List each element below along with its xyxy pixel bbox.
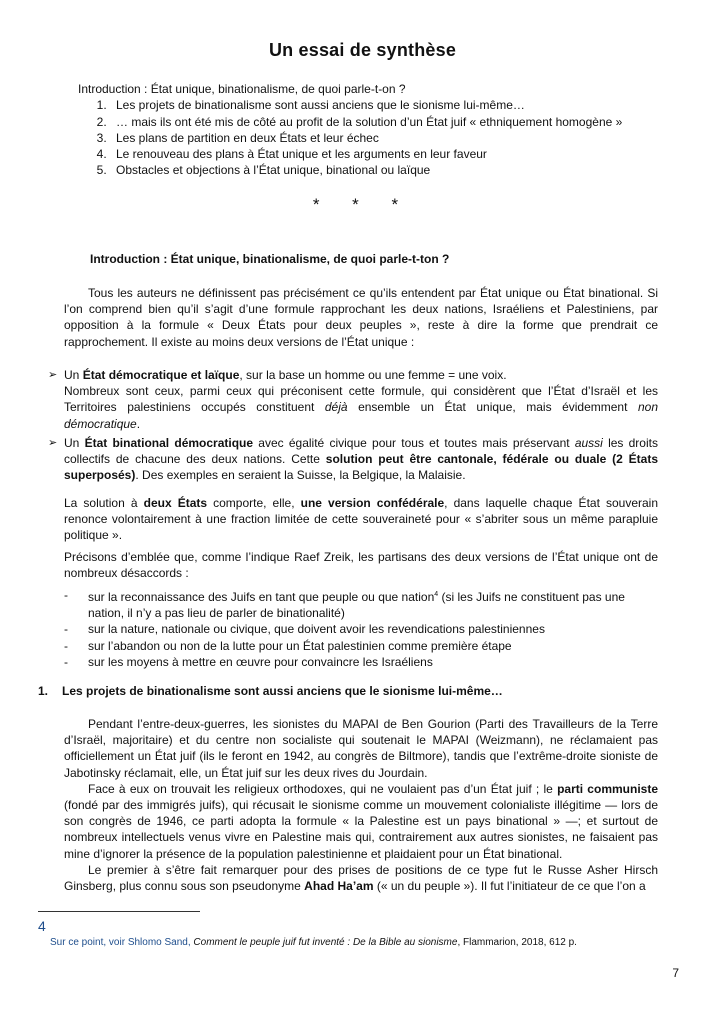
ginsberg-paragraph <box>64 862 658 894</box>
toc-intro: Introduction : État unique, binationalisme, de quoi parle-t-on ? <box>78 82 406 96</box>
toc-list <box>78 97 678 178</box>
intro-paragraph: Tous les auteurs ne définissent pas précisément ce qu’ils entendent par État unique ou État binational. Si l’on comprend bien qu’il s’agit d’une formule rapprochant les deux nations, Israéliens et Palestiniens, par opposition à la formule « Deux États pour deux peuples », reste à dire la forme que prendrait ce rapprochement. Il existe au moins deux versions de l’État unique : <box>64 286 658 349</box>
page-title: Un essai de synthèse <box>268 40 457 60</box>
bold-text: parti communiste <box>557 781 658 796</box>
list-item <box>50 435 658 484</box>
orthodox-paragraph <box>64 781 658 862</box>
text: . Des exemples en seraient la Suisse, la Belgique, la Malaisie. <box>135 468 466 483</box>
text: sur les moyens à mettre en œuvre pour convaincre les Israéliens <box>88 654 433 669</box>
bold-text: une version confédérale <box>300 496 445 510</box>
text: Face à eux on trouvait les religieux orthodoxes, qui ne voulaient pas d’un État juif ; le <box>88 781 558 796</box>
text: sur la reconnaissance des Juifs en tant que peuple ou que nation <box>88 590 435 604</box>
toc-item: 4. Le renouveau des plans à État unique et les arguments en leur faveur <box>110 146 678 162</box>
text: Sur ce point, voir Shlomo Sand, <box>50 937 194 948</box>
text: comporte, elle, <box>207 496 301 510</box>
bold-text: Ahad Ha’am <box>304 879 374 894</box>
page-number: 7 <box>672 966 679 980</box>
text: (fondé par des immigrés juifs), qui récusait le sionisme comme un mouvement colonialiste illégitime — lors de son congrès de 1946, ce parti adopta la formule « la Palestine est un pays binational » —; et surtout de nombreux intellectuels venus vivre en Palestine mais qui, contrairement aux autres sionistes, ne faisaient pas mine d’ignorer la présence de la population palestinienne et plaidaient pour un État binational. <box>64 798 658 861</box>
bold-text: État démocratique et laïque <box>82 368 240 382</box>
toc-item: 5. Obstacles et objections à l’État unique, binational ou laïque <box>110 162 678 178</box>
dash-bullet-icon: - <box>64 588 68 602</box>
text: , dans laquelle chaque État souverain renonce volontairement à une fraction limitée de cette souveraineté pour « s’abriter sous un même parapluie politique ». <box>64 496 659 543</box>
section-heading <box>38 684 503 698</box>
state-versions-list <box>50 367 658 486</box>
text: Un <box>64 435 85 450</box>
mapai-paragraph: Pendant l’entre-deux-guerres, les sionistes du MAPAI de Ben Gourion (Parti des Travailleurs de la Terre d’Israël, majoritaire) et du centre non socialiste qui soutenait le MAPAI (Weizmann), ne réclamaient pas officiellement un État juif (ils le feront en 1942, au congrès de Biltmore), tandis que l’extrême-droite sioniste de Jabotinsky réclamait, elle, un État juif sur les deux rives du Jourdain. <box>64 717 658 780</box>
footnote-ref[interactable]: 4 <box>434 591 439 598</box>
italic-text: non démocratique <box>64 400 658 431</box>
arrow-bullet-icon: ➢ <box>48 369 58 381</box>
list-item <box>62 587 662 621</box>
bold-text: solution peut être cantonale, fédérale ou duale (2 États superposés) <box>64 452 658 483</box>
text: La solution à <box>64 496 144 510</box>
text: (« un du peuple »). Il fut l’initiateur de ce que l’on a <box>373 879 646 894</box>
text: Un <box>64 368 83 382</box>
text: Le premier à s’être fait remarquer pour des prises de positions de ce type fut le Russe Asher Hirsch Ginsberg, plus connu sous son pseudonyme <box>64 862 658 894</box>
section-separator: * * * <box>312 195 413 214</box>
toc-item: 3. Les plans de partition en deux États et leur échec <box>110 130 678 146</box>
zreik-paragraph: Précisons d’emblée que, comme l’indique Raef Zreik, les partisans des deux versions de l’État unique ont de nombreux désaccords : <box>64 550 658 581</box>
italic-text: Comment le peuple juif fut inventé : De la Bible au sionisme <box>193 937 458 948</box>
arrow-bullet-icon: ➢ <box>48 436 58 449</box>
section1-body <box>64 716 658 894</box>
dash-bullet-icon: - <box>64 654 68 669</box>
bold-text: deux États <box>143 496 208 510</box>
list-item <box>62 654 662 670</box>
two-states-paragraph <box>64 495 658 544</box>
disagreements-list <box>62 587 662 670</box>
zreik-block <box>64 549 658 581</box>
footnote-separator <box>38 911 200 912</box>
text: (si les Juifs ne constituent pas une nation, il n’y a pas lieu de parler de binationalité) <box>88 590 625 621</box>
footnote-number: 4 <box>38 918 46 934</box>
text: ensemble un État unique, mais évidemment <box>347 400 638 415</box>
intro-paragraph-block <box>64 285 658 350</box>
section-number: 1. <box>38 684 49 698</box>
bold-text: État binational démocratique <box>84 435 254 450</box>
two-states-block <box>64 495 658 544</box>
toc-item: 1. Les projets de binationalisme sont aussi anciens que le sionisme lui-même… <box>110 97 678 113</box>
dash-bullet-icon: - <box>64 638 68 653</box>
text: , Flammarion, 2018, 612 p. <box>457 937 577 948</box>
list-item <box>62 638 662 654</box>
list-item <box>62 621 662 637</box>
section-title: Les projets de binationalisme sont aussi anciens que le sionisme lui-même… <box>62 684 503 698</box>
italic-text: déjà <box>324 400 348 415</box>
text: . <box>136 416 141 431</box>
italic-text: aussi <box>574 435 603 450</box>
text: sur la nature, nationale ou civique, que doivent avoir les revendications palestiniennes <box>88 622 545 637</box>
footnote-text <box>50 937 577 948</box>
table-of-contents <box>78 81 678 179</box>
text: avec égalité civique pour tous et toutes mais préservant <box>253 435 575 450</box>
text: Nombreux sont ceux, parmi ceux qui préconisent cette formule, qui considèrent que l’État d’Israël et les Territoires palestiniens occupés constituent <box>64 384 658 415</box>
intro-heading: Introduction : État unique, binationalisme, de quoi parle-t-ton ? <box>90 252 450 266</box>
toc-item: 2. … mais ils ont été mis de côté au profit de la solution d’un État juif « ethniquement homogène » <box>110 114 678 130</box>
text: sur l’abandon ou non de la lutte pour un État palestinien comme première étape <box>88 638 512 653</box>
text: , sur la base un homme ou une femme = une voix. <box>239 368 507 382</box>
list-item <box>50 367 658 432</box>
text: les droits collectifs de chacune des deux nations. Cette <box>64 435 658 467</box>
dash-bullet-icon: - <box>64 622 68 637</box>
